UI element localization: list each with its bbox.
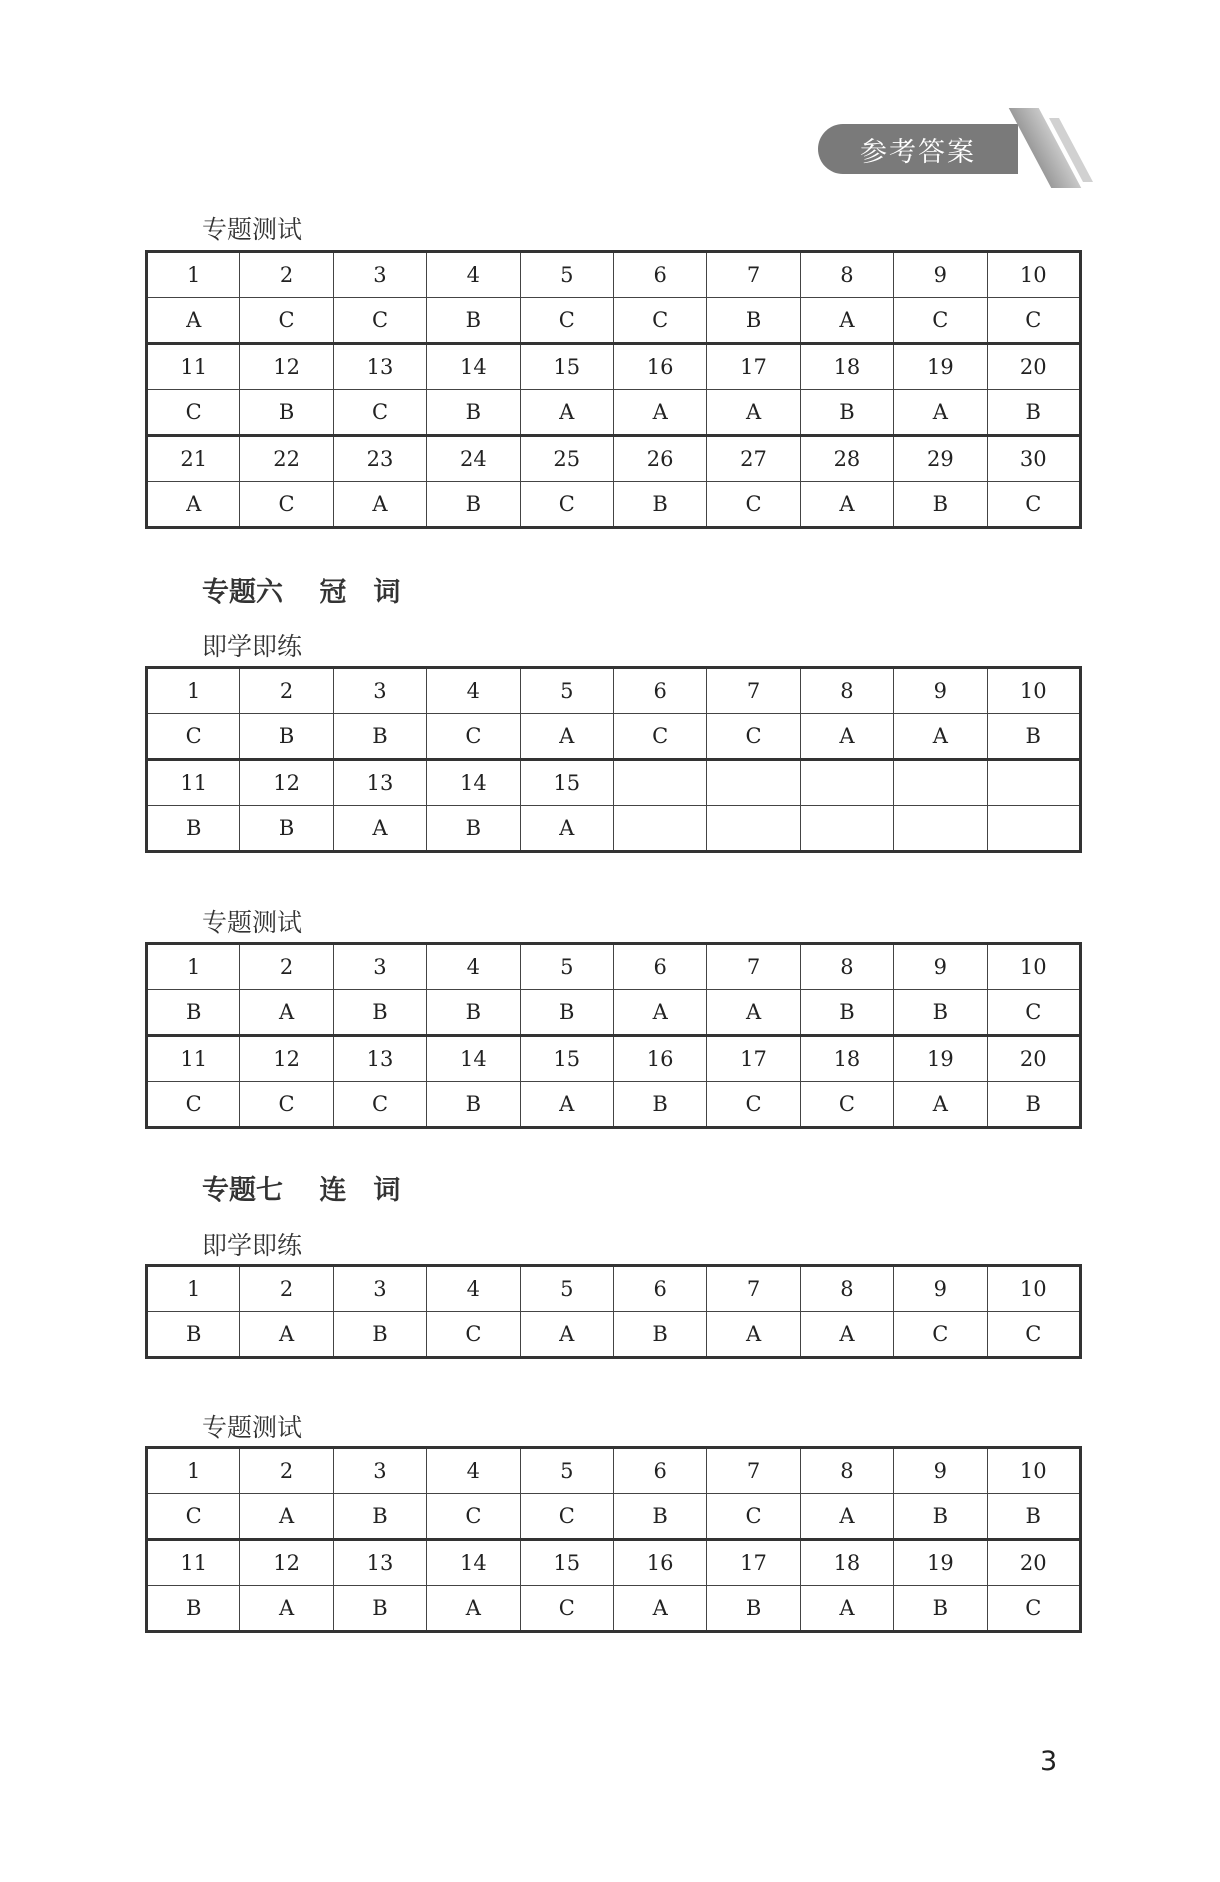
answer-cell: B bbox=[894, 482, 987, 528]
answer-row bbox=[147, 1586, 1081, 1632]
answer-cell: C bbox=[427, 1494, 520, 1540]
answer-cell: A bbox=[147, 482, 240, 528]
question-number-cell: 7 bbox=[707, 252, 800, 298]
question-number-cell: 14 bbox=[427, 1540, 520, 1586]
answer-cell: C bbox=[333, 390, 426, 436]
answer-cell: C bbox=[147, 1082, 240, 1128]
question-number-cell: 23 bbox=[333, 436, 426, 482]
question-number-cell: 4 bbox=[427, 1266, 520, 1312]
answer-cell: A bbox=[707, 390, 800, 436]
answer-cell: B bbox=[520, 990, 613, 1036]
question-number-cell: 9 bbox=[894, 944, 987, 990]
question-number-cell: 18 bbox=[800, 1036, 893, 1082]
answer-key-badge: 参考答案 bbox=[818, 124, 1018, 174]
question-number-cell: 13 bbox=[333, 344, 426, 390]
answer-cell: A bbox=[894, 390, 987, 436]
answer-row bbox=[147, 482, 1081, 528]
answer-row bbox=[147, 1082, 1081, 1128]
answer-cell: B bbox=[613, 1082, 706, 1128]
question-number-cell: 12 bbox=[240, 760, 333, 806]
answer-cell: C bbox=[707, 482, 800, 528]
question-number-cell: 18 bbox=[800, 1540, 893, 1586]
answer-row bbox=[147, 806, 1081, 852]
question-number-cell: 5 bbox=[520, 1266, 613, 1312]
answer-cell: B bbox=[240, 390, 333, 436]
question-number-cell: 9 bbox=[894, 668, 987, 714]
answer-cell: B bbox=[147, 1586, 240, 1632]
answer-cell: A bbox=[240, 1586, 333, 1632]
answer-cell: C bbox=[707, 714, 800, 760]
answer-cell: B bbox=[427, 390, 520, 436]
answer-cell: A bbox=[707, 1312, 800, 1358]
section-label-practice-1: 即学即练 bbox=[202, 632, 303, 661]
question-number-cell: 8 bbox=[800, 1266, 893, 1312]
answer-cell: A bbox=[800, 482, 893, 528]
answer-cell: A bbox=[613, 1586, 706, 1632]
question-number-cell bbox=[800, 760, 893, 806]
answer-cell: C bbox=[240, 298, 333, 344]
page-number: 3 bbox=[1040, 1746, 1058, 1777]
answer-cell: A bbox=[147, 298, 240, 344]
question-number-cell bbox=[707, 760, 800, 806]
answer-cell: C bbox=[987, 1586, 1080, 1632]
question-number-cell bbox=[894, 760, 987, 806]
answer-cell: C bbox=[987, 298, 1080, 344]
answer-cell bbox=[800, 806, 893, 852]
question-number-cell: 8 bbox=[800, 1448, 893, 1494]
answer-cell: C bbox=[707, 1494, 800, 1540]
answer-cell: B bbox=[613, 1312, 706, 1358]
question-number-cell: 6 bbox=[613, 1266, 706, 1312]
question-number-cell: 1 bbox=[147, 1266, 240, 1312]
question-number-cell: 14 bbox=[427, 1036, 520, 1082]
answer-cell bbox=[613, 806, 706, 852]
answer-cell: C bbox=[147, 390, 240, 436]
answer-cell: B bbox=[894, 1586, 987, 1632]
question-number-cell: 1 bbox=[147, 1448, 240, 1494]
question-number-cell: 4 bbox=[427, 1448, 520, 1494]
section-label-practice-2: 即学即练 bbox=[202, 1231, 303, 1260]
question-number-cell: 12 bbox=[240, 1540, 333, 1586]
answer-cell: B bbox=[894, 990, 987, 1036]
question-number-cell: 2 bbox=[240, 1266, 333, 1312]
question-number-cell: 3 bbox=[333, 252, 426, 298]
answer-cell: B bbox=[427, 990, 520, 1036]
question-number-cell: 8 bbox=[800, 668, 893, 714]
answer-cell bbox=[707, 806, 800, 852]
answer-cell: A bbox=[800, 1312, 893, 1358]
question-number-cell: 2 bbox=[240, 1448, 333, 1494]
question-number-cell: 8 bbox=[800, 252, 893, 298]
question-number-cell: 4 bbox=[427, 252, 520, 298]
answer-cell: A bbox=[800, 714, 893, 760]
question-number-cell: 30 bbox=[987, 436, 1080, 482]
question-number-cell: 8 bbox=[800, 944, 893, 990]
answer-cell: A bbox=[333, 482, 426, 528]
answer-cell: B bbox=[987, 390, 1080, 436]
question-number-cell: 11 bbox=[147, 760, 240, 806]
question-number-cell: 15 bbox=[520, 1036, 613, 1082]
answer-cell: C bbox=[333, 298, 426, 344]
answer-cell: C bbox=[333, 1082, 426, 1128]
question-number-cell: 5 bbox=[520, 668, 613, 714]
answer-cell bbox=[987, 806, 1080, 852]
question-number-cell: 9 bbox=[894, 252, 987, 298]
answer-row bbox=[147, 1312, 1081, 1358]
question-number-cell: 3 bbox=[333, 1266, 426, 1312]
answer-cell: B bbox=[147, 806, 240, 852]
question-number-cell: 3 bbox=[333, 668, 426, 714]
answer-cell: B bbox=[333, 990, 426, 1036]
question-number-cell: 6 bbox=[613, 668, 706, 714]
question-number-cell: 21 bbox=[147, 436, 240, 482]
answer-cell: C bbox=[520, 1586, 613, 1632]
question-number-cell: 10 bbox=[987, 252, 1080, 298]
section-label-test-1: 专题测试 bbox=[202, 215, 303, 244]
question-number-cell: 19 bbox=[894, 1540, 987, 1586]
answer-cell: C bbox=[987, 990, 1080, 1036]
question-number-cell: 2 bbox=[240, 944, 333, 990]
question-number-cell: 14 bbox=[427, 760, 520, 806]
question-number-cell bbox=[987, 760, 1080, 806]
answer-cell: A bbox=[613, 390, 706, 436]
question-number-cell: 1 bbox=[147, 944, 240, 990]
answer-cell: B bbox=[987, 1082, 1080, 1128]
answer-cell: C bbox=[427, 1312, 520, 1358]
answer-cell: B bbox=[427, 806, 520, 852]
question-number-cell: 4 bbox=[427, 944, 520, 990]
question-number-cell: 16 bbox=[613, 1540, 706, 1586]
answer-cell: A bbox=[240, 1494, 333, 1540]
question-number-cell: 2 bbox=[240, 252, 333, 298]
question-number-cell: 12 bbox=[240, 344, 333, 390]
answer-cell: C bbox=[240, 482, 333, 528]
question-number-cell: 3 bbox=[333, 944, 426, 990]
question-number-cell: 3 bbox=[333, 1448, 426, 1494]
answer-cell: A bbox=[520, 1082, 613, 1128]
answer-cell: B bbox=[240, 806, 333, 852]
question-number-row bbox=[147, 344, 1081, 390]
answer-cell: A bbox=[894, 714, 987, 760]
answer-cell: C bbox=[147, 1494, 240, 1540]
answer-table-test-2 bbox=[145, 942, 1082, 1129]
question-number-cell: 10 bbox=[987, 668, 1080, 714]
answer-cell: B bbox=[427, 482, 520, 528]
question-number-cell: 6 bbox=[613, 1448, 706, 1494]
question-number-cell: 20 bbox=[987, 1036, 1080, 1082]
question-number-cell: 20 bbox=[987, 1540, 1080, 1586]
question-number-row bbox=[147, 668, 1081, 714]
answer-cell: A bbox=[707, 990, 800, 1036]
question-number-cell: 20 bbox=[987, 344, 1080, 390]
answer-cell: A bbox=[520, 714, 613, 760]
question-number-cell: 9 bbox=[894, 1266, 987, 1312]
answer-cell: A bbox=[520, 390, 613, 436]
answer-cell: B bbox=[613, 1494, 706, 1540]
answer-row bbox=[147, 990, 1081, 1036]
answer-cell bbox=[894, 806, 987, 852]
question-number-cell: 24 bbox=[427, 436, 520, 482]
answer-cell: B bbox=[800, 390, 893, 436]
answer-cell: C bbox=[987, 482, 1080, 528]
answer-cell: C bbox=[894, 298, 987, 344]
answer-cell: B bbox=[333, 1586, 426, 1632]
answer-cell: B bbox=[613, 482, 706, 528]
question-number-cell: 19 bbox=[894, 1036, 987, 1082]
question-number-cell: 5 bbox=[520, 944, 613, 990]
answer-cell: A bbox=[894, 1082, 987, 1128]
question-number-cell: 7 bbox=[707, 1448, 800, 1494]
question-number-cell: 11 bbox=[147, 1540, 240, 1586]
question-number-cell: 7 bbox=[707, 668, 800, 714]
question-number-cell: 4 bbox=[427, 668, 520, 714]
question-number-cell: 22 bbox=[240, 436, 333, 482]
question-number-cell: 17 bbox=[707, 344, 800, 390]
answer-cell: A bbox=[240, 1312, 333, 1358]
question-number-cell: 10 bbox=[987, 944, 1080, 990]
answer-row bbox=[147, 390, 1081, 436]
answer-table-test-3 bbox=[145, 1446, 1082, 1633]
answer-cell: B bbox=[147, 990, 240, 1036]
question-number-row bbox=[147, 1266, 1081, 1312]
question-number-cell: 6 bbox=[613, 944, 706, 990]
answer-cell: B bbox=[427, 1082, 520, 1128]
question-number-cell: 18 bbox=[800, 344, 893, 390]
question-number-row bbox=[147, 436, 1081, 482]
question-number-cell: 25 bbox=[520, 436, 613, 482]
question-number-cell: 1 bbox=[147, 252, 240, 298]
answer-cell: C bbox=[613, 298, 706, 344]
question-number-cell: 17 bbox=[707, 1036, 800, 1082]
question-number-row bbox=[147, 944, 1081, 990]
question-number-cell: 19 bbox=[894, 344, 987, 390]
answer-cell: B bbox=[147, 1312, 240, 1358]
answer-cell: B bbox=[240, 714, 333, 760]
answer-cell: B bbox=[894, 1494, 987, 1540]
answer-cell: C bbox=[707, 1082, 800, 1128]
question-number-cell: 17 bbox=[707, 1540, 800, 1586]
answer-cell: A bbox=[333, 806, 426, 852]
answer-cell: B bbox=[800, 990, 893, 1036]
answer-cell: C bbox=[520, 1494, 613, 1540]
answer-cell: A bbox=[800, 298, 893, 344]
question-number-cell: 15 bbox=[520, 1540, 613, 1586]
question-number-row bbox=[147, 1540, 1081, 1586]
answer-cell: B bbox=[707, 298, 800, 344]
answer-cell: C bbox=[240, 1082, 333, 1128]
question-number-cell: 6 bbox=[613, 252, 706, 298]
answer-row bbox=[147, 298, 1081, 344]
answer-cell: B bbox=[987, 714, 1080, 760]
answer-cell: C bbox=[520, 298, 613, 344]
answer-cell: A bbox=[800, 1494, 893, 1540]
question-number-cell: 5 bbox=[520, 1448, 613, 1494]
question-number-cell: 27 bbox=[707, 436, 800, 482]
answer-table-practice-1 bbox=[145, 666, 1082, 853]
question-number-row bbox=[147, 1036, 1081, 1082]
question-number-cell: 14 bbox=[427, 344, 520, 390]
question-number-cell: 5 bbox=[520, 252, 613, 298]
question-number-cell: 7 bbox=[707, 1266, 800, 1312]
question-number-cell: 13 bbox=[333, 760, 426, 806]
answer-cell: C bbox=[427, 714, 520, 760]
answer-table-test-1 bbox=[145, 250, 1082, 529]
question-number-cell: 15 bbox=[520, 344, 613, 390]
answer-cell: C bbox=[987, 1312, 1080, 1358]
question-number-cell: 11 bbox=[147, 344, 240, 390]
question-number-cell: 7 bbox=[707, 944, 800, 990]
question-number-row bbox=[147, 252, 1081, 298]
section-label-test-2: 专题测试 bbox=[202, 908, 303, 937]
answer-cell: C bbox=[894, 1312, 987, 1358]
answer-row bbox=[147, 714, 1081, 760]
answer-cell: A bbox=[613, 990, 706, 1036]
question-number-cell: 16 bbox=[613, 344, 706, 390]
question-number-cell bbox=[613, 760, 706, 806]
answer-cell: C bbox=[613, 714, 706, 760]
question-number-cell: 16 bbox=[613, 1036, 706, 1082]
question-number-cell: 29 bbox=[894, 436, 987, 482]
question-number-cell: 15 bbox=[520, 760, 613, 806]
question-number-cell: 13 bbox=[333, 1540, 426, 1586]
question-number-cell: 11 bbox=[147, 1036, 240, 1082]
answer-cell: B bbox=[707, 1586, 800, 1632]
answer-cell: A bbox=[240, 990, 333, 1036]
question-number-cell: 10 bbox=[987, 1448, 1080, 1494]
answer-cell: A bbox=[520, 1312, 613, 1358]
question-number-cell: 13 bbox=[333, 1036, 426, 1082]
answer-cell: C bbox=[520, 482, 613, 528]
question-number-cell: 2 bbox=[240, 668, 333, 714]
question-number-cell: 10 bbox=[987, 1266, 1080, 1312]
answer-cell: B bbox=[987, 1494, 1080, 1540]
answer-table-practice-2 bbox=[145, 1264, 1082, 1359]
answer-cell: A bbox=[800, 1586, 893, 1632]
answer-cell: B bbox=[427, 298, 520, 344]
question-number-row bbox=[147, 760, 1081, 806]
answer-row bbox=[147, 1494, 1081, 1540]
answer-cell: B bbox=[333, 1494, 426, 1540]
answer-cell: C bbox=[147, 714, 240, 760]
topic-title-conjunctions: 专题七 连 词 bbox=[202, 1175, 401, 1206]
question-number-cell: 28 bbox=[800, 436, 893, 482]
question-number-cell: 9 bbox=[894, 1448, 987, 1494]
answer-cell: C bbox=[800, 1082, 893, 1128]
section-label-test-3: 专题测试 bbox=[202, 1413, 303, 1442]
question-number-row bbox=[147, 1448, 1081, 1494]
answer-cell: B bbox=[333, 1312, 426, 1358]
answer-cell: B bbox=[333, 714, 426, 760]
question-number-cell: 1 bbox=[147, 668, 240, 714]
question-number-cell: 26 bbox=[613, 436, 706, 482]
question-number-cell: 12 bbox=[240, 1036, 333, 1082]
answer-cell: A bbox=[427, 1586, 520, 1632]
answer-cell: A bbox=[520, 806, 613, 852]
topic-title-articles: 专题六 冠 词 bbox=[202, 577, 401, 608]
